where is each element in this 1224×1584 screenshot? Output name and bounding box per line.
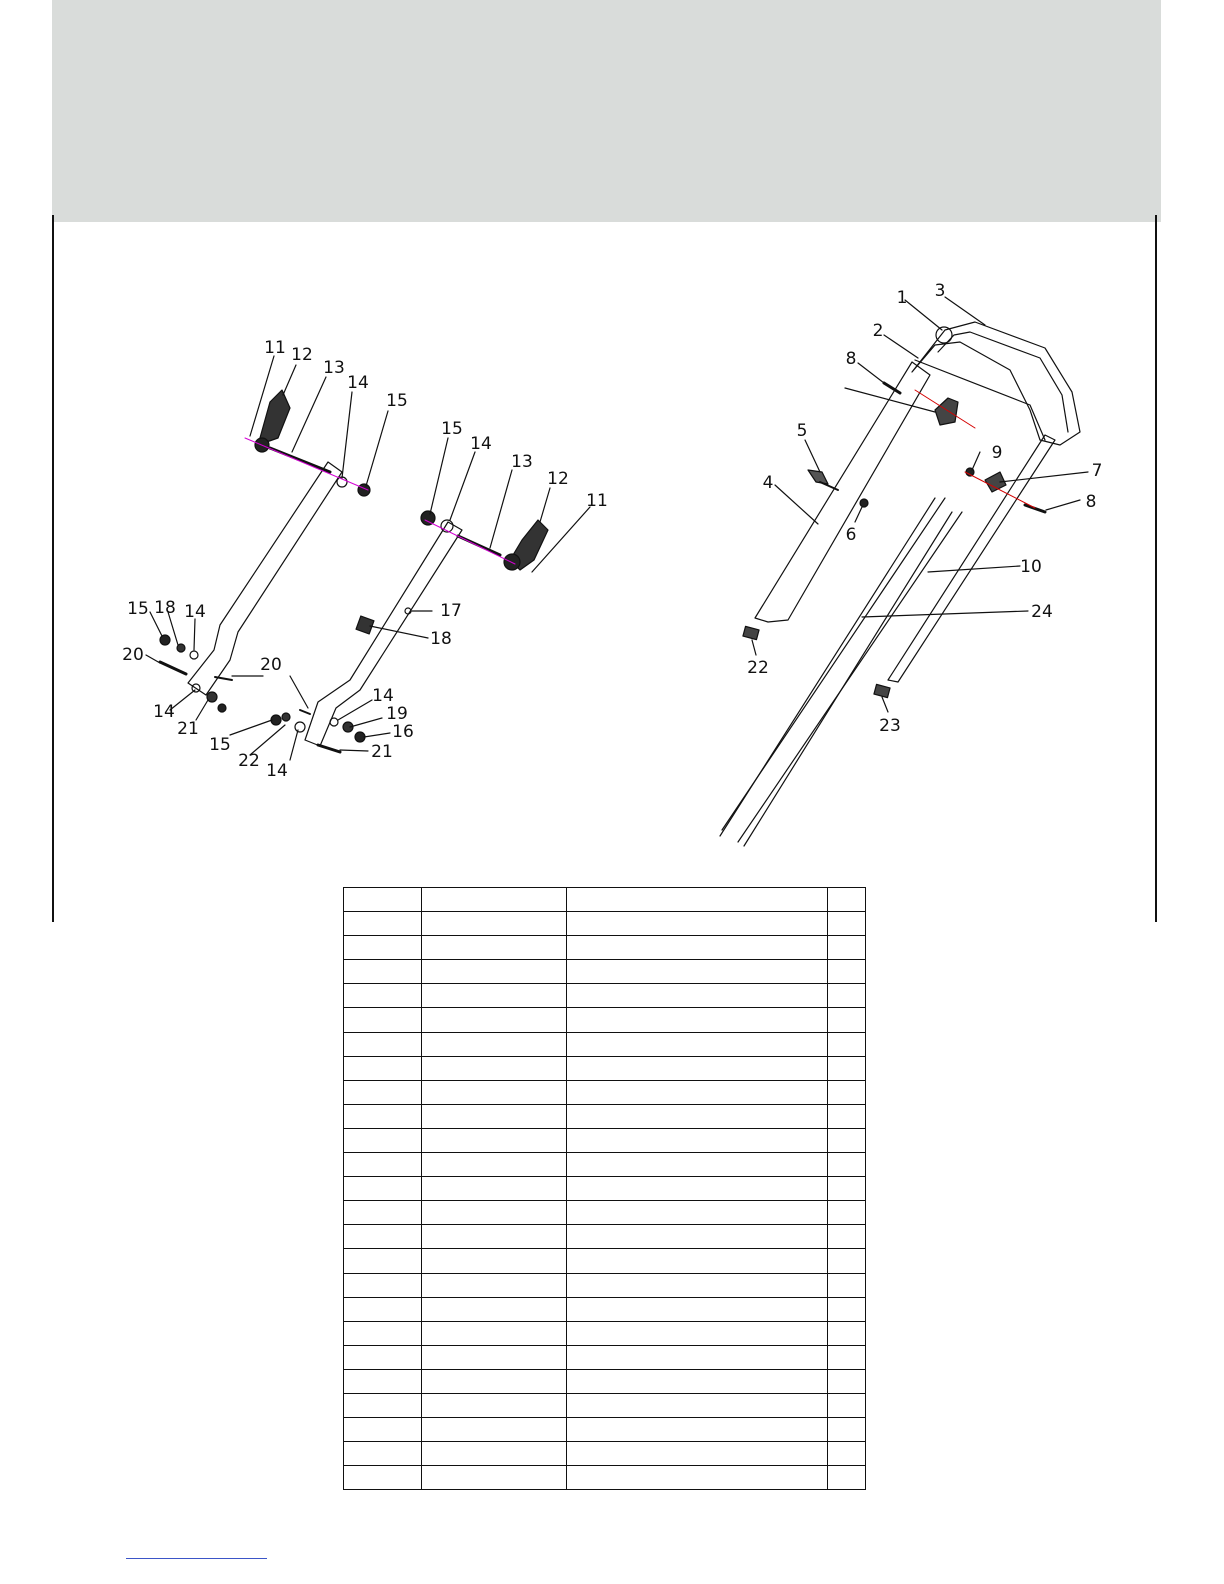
callout-label: 18: [154, 598, 176, 618]
table-cell: [828, 1297, 866, 1321]
table-cell: [422, 1177, 567, 1201]
table-cell: [344, 1153, 422, 1177]
table-cell: [828, 936, 866, 960]
table-cell: [828, 1249, 866, 1273]
table-cell: [422, 1032, 567, 1056]
table-cell: [828, 960, 866, 984]
table-cell: [567, 1418, 828, 1442]
table-cell: [344, 1032, 422, 1056]
callout-label: 22: [238, 751, 260, 771]
callout-label: 14: [184, 602, 206, 622]
table-cell: [828, 1393, 866, 1417]
table-cell: [344, 1104, 422, 1128]
table-row: [344, 1080, 866, 1104]
callout-label: 21: [177, 719, 199, 739]
table-row: [344, 1225, 866, 1249]
table-cell: [567, 1104, 828, 1128]
table-cell: [344, 1466, 422, 1490]
callout-label: 9: [991, 443, 1003, 463]
table-cell: [828, 1201, 866, 1225]
table-row: [344, 960, 866, 984]
table-cell: [567, 1177, 828, 1201]
table-cell: [567, 1393, 828, 1417]
table-row: [344, 984, 866, 1008]
table-cell: [422, 936, 567, 960]
table-row: [344, 1249, 866, 1273]
table-cell: [422, 1225, 567, 1249]
table-cell: [422, 1393, 567, 1417]
table-cell: [567, 984, 828, 1008]
table-cell: [422, 960, 567, 984]
table-cell: [567, 1297, 828, 1321]
table-cell: [344, 960, 422, 984]
callout-label: 19: [386, 704, 408, 724]
table-row: [344, 1056, 866, 1080]
table-cell: [828, 1442, 866, 1466]
callout-label: 1: [896, 288, 908, 308]
table-cell: [344, 1393, 422, 1417]
callout-label: 10: [1020, 557, 1042, 577]
table-cell: [422, 1369, 567, 1393]
table-cell: [567, 888, 828, 912]
table-row: [344, 1177, 866, 1201]
table-cell: [567, 960, 828, 984]
cable-10: [738, 512, 962, 842]
callout-label: 12: [547, 469, 569, 489]
table-cell: [344, 1080, 422, 1104]
table-cell: [567, 1249, 828, 1273]
table-row: [344, 1128, 866, 1152]
table-cell: [422, 1128, 567, 1152]
callout-label: 14: [470, 434, 492, 454]
table-cell: [567, 912, 828, 936]
callout-label: 8: [845, 349, 857, 369]
table-cell: [344, 1056, 422, 1080]
table-row: [344, 888, 866, 912]
cap-22-right: [874, 684, 890, 697]
table-row: [344, 1297, 866, 1321]
table-cell: [828, 1369, 866, 1393]
table-cell: [344, 912, 422, 936]
table-row: [344, 1032, 866, 1056]
table-cell: [422, 1273, 567, 1297]
callout-label: 18: [430, 629, 452, 649]
table-row: [344, 1008, 866, 1032]
table-cell: [567, 1442, 828, 1466]
callout-label: 21: [371, 742, 393, 762]
table-cell: [567, 1225, 828, 1249]
table-cell: [567, 1056, 828, 1080]
table-cell: [422, 1345, 567, 1369]
table-cell: [828, 1080, 866, 1104]
callout-label: 17: [440, 601, 462, 621]
link-underline: [126, 1558, 267, 1559]
table-cell: [828, 1321, 866, 1345]
callout-label: 24: [1031, 602, 1053, 622]
table-cell: [344, 1225, 422, 1249]
table-row: [344, 1442, 866, 1466]
table-cell: [422, 1418, 567, 1442]
table-row: [344, 1345, 866, 1369]
table-cell: [344, 936, 422, 960]
table-row: [344, 1273, 866, 1297]
table-row: [344, 1153, 866, 1177]
callout-label: 14: [372, 686, 394, 706]
bolt-13-left: [270, 448, 330, 472]
table-cell: [567, 1201, 828, 1225]
table-cell: [828, 1177, 866, 1201]
table-cell: [567, 1008, 828, 1032]
callout-label: 15: [441, 419, 463, 439]
table-cell: [344, 1345, 422, 1369]
table-cell: [422, 1466, 567, 1490]
table-cell: [422, 1153, 567, 1177]
table-row: [344, 1466, 866, 1490]
table-cell: [344, 1273, 422, 1297]
table-cell: [344, 1418, 422, 1442]
table-row: [344, 1369, 866, 1393]
callout-label: 6: [845, 525, 857, 545]
table-cell: [567, 1321, 828, 1345]
table-cell: [828, 888, 866, 912]
cap-22-left: [743, 626, 759, 639]
callout-label: 14: [266, 761, 288, 781]
table-cell: [344, 1442, 422, 1466]
callout-label: 15: [209, 735, 231, 755]
part-24: [935, 398, 958, 425]
table-row: [344, 1201, 866, 1225]
table-row: [344, 912, 866, 936]
parts-table: [343, 887, 866, 1490]
table-cell: [567, 1345, 828, 1369]
table-cell: [344, 1177, 422, 1201]
callout-label: 20: [122, 645, 144, 665]
table-cell: [422, 1104, 567, 1128]
table-cell: [828, 1418, 866, 1442]
callout-label: 15: [386, 391, 408, 411]
table-cell: [344, 1128, 422, 1152]
callout-label: 13: [511, 452, 533, 472]
table-cell: [344, 1008, 422, 1032]
table-cell: [828, 1008, 866, 1032]
nut-15-right: [421, 511, 435, 525]
callout-label: 2: [872, 321, 884, 341]
table-cell: [344, 1201, 422, 1225]
callout-label: 3: [934, 281, 946, 301]
table-cell: [828, 912, 866, 936]
table-cell: [422, 1008, 567, 1032]
table-cell: [567, 1153, 828, 1177]
table-cell: [828, 1466, 866, 1490]
table-cell: [828, 1225, 866, 1249]
table-cell: [344, 1369, 422, 1393]
table-cell: [828, 1273, 866, 1297]
table-row: [344, 1393, 866, 1417]
table-cell: [567, 1466, 828, 1490]
callout-label: 12: [291, 345, 313, 365]
table-cell: [828, 1345, 866, 1369]
callout-label: 16: [392, 722, 414, 742]
table-cell: [567, 936, 828, 960]
table-cell: [422, 1442, 567, 1466]
table-cell: [422, 1201, 567, 1225]
table-cell: [828, 1032, 866, 1056]
table-cell: [828, 1104, 866, 1128]
table-cell: [344, 1321, 422, 1345]
callout-label: 23: [879, 716, 901, 736]
handle-tube-4: [755, 362, 930, 622]
table-cell: [828, 1128, 866, 1152]
callout-label: 11: [586, 491, 608, 511]
table-cell: [344, 888, 422, 912]
table-cell: [567, 1128, 828, 1152]
table-cell: [344, 1297, 422, 1321]
table-cell: [828, 1056, 866, 1080]
part-17: [356, 616, 374, 634]
table-cell: [344, 984, 422, 1008]
table-row: [344, 1104, 866, 1128]
callout-label: 8: [1085, 492, 1097, 512]
callout-label: 20: [260, 655, 282, 675]
callout-label: 22: [747, 658, 769, 678]
callout-label: 4: [762, 473, 774, 493]
callout-label: 13: [323, 358, 345, 378]
table-row: [344, 1418, 866, 1442]
table-cell: [422, 1249, 567, 1273]
table-row: [344, 936, 866, 960]
table-cell: [344, 1249, 422, 1273]
table-cell: [422, 888, 567, 912]
callout-label: 14: [347, 373, 369, 393]
callout-label: 5: [796, 421, 808, 441]
table-cell: [828, 1153, 866, 1177]
part-5: [808, 470, 828, 484]
table-cell: [567, 1369, 828, 1393]
table-cell: [567, 1080, 828, 1104]
table-cell: [422, 1297, 567, 1321]
callout-label: 7: [1091, 461, 1103, 481]
callout-label: 15: [127, 599, 149, 619]
callout-label: 11: [264, 338, 286, 358]
table-cell: [422, 912, 567, 936]
table-cell: [422, 984, 567, 1008]
table-cell: [422, 1321, 567, 1345]
table-cell: [828, 984, 866, 1008]
table-cell: [422, 1080, 567, 1104]
lever-12-left: [258, 390, 290, 445]
table-row: [344, 1321, 866, 1345]
callout-label: 14: [153, 702, 175, 722]
table-cell: [567, 1032, 828, 1056]
table-cell: [422, 1056, 567, 1080]
table-cell: [567, 1273, 828, 1297]
